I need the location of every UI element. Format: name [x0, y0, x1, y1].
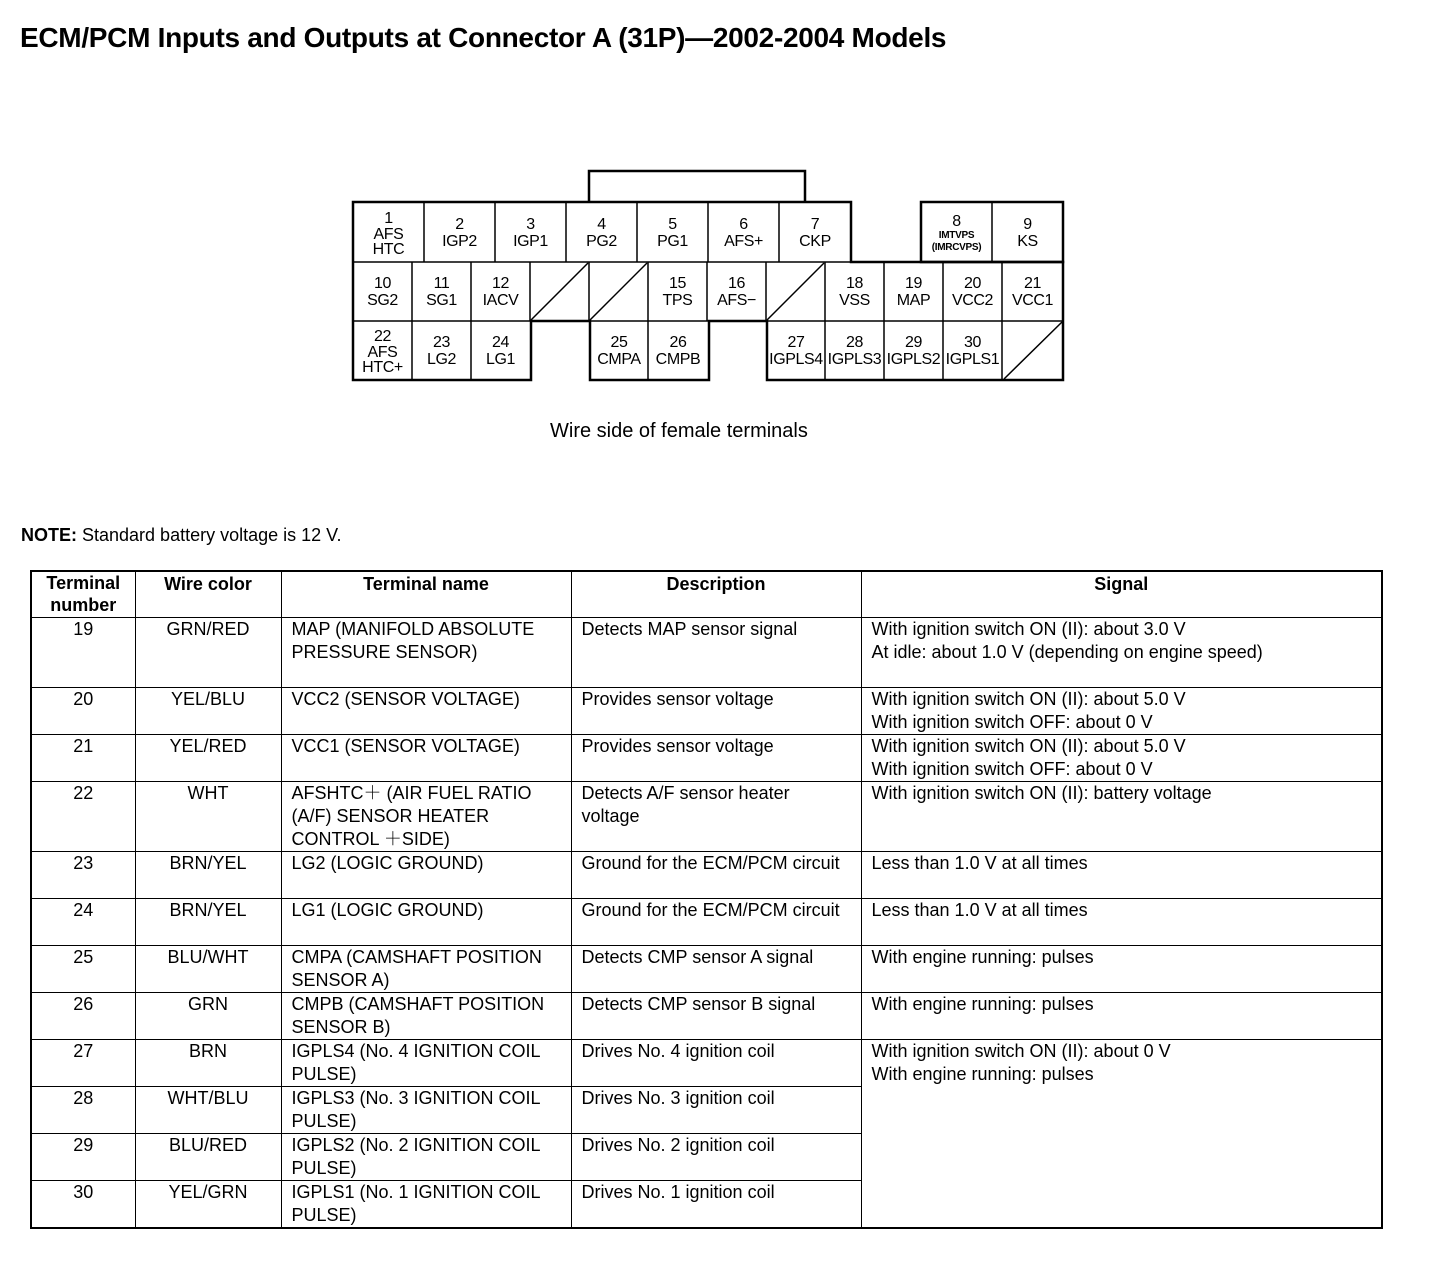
table-row [31, 899, 1382, 946]
terminal-8: 8 IMTVPS (IMRCVPS) [931, 212, 982, 253]
io-table [30, 570, 1383, 1229]
header-signal: Signal [861, 571, 1382, 618]
note-text: Standard battery voltage is 12 V. [77, 525, 342, 545]
cell-desc: Detects A/F sensor heater voltage [571, 782, 861, 852]
cell-signal [861, 852, 1382, 899]
terminal-15: 15 TPS [662, 275, 693, 309]
cell-name: IGPLS2 (No. 2 IGNITION COIL PULSE) [281, 1134, 571, 1181]
terminal-5: 5 PG1 [657, 216, 688, 250]
cell-wire: BRN/YEL [135, 852, 281, 899]
terminal-1: 1 AFS HTC [372, 209, 405, 258]
cell-desc: Detects CMP sensor B signal [571, 993, 861, 1040]
cell-wire: BRN/YEL [135, 899, 281, 946]
cell-terminal: 19 [31, 618, 135, 688]
signal-line: With ignition switch OFF: about 0 V [871, 759, 1153, 779]
terminal-7: 7 CKP [799, 216, 831, 250]
signal-line: With ignition switch ON (II): about 3.0 V [871, 619, 1186, 639]
table-row [31, 993, 1382, 1040]
table-row [31, 852, 1382, 899]
cell-terminal: 26 [31, 993, 135, 1040]
signal-line: Less than 1.0 V at all times [871, 900, 1088, 920]
terminal-23: 23 LG2 [426, 334, 457, 368]
cell-signal [861, 993, 1382, 1040]
cell-terminal: 28 [31, 1087, 135, 1134]
signal-line: With engine running: pulses [871, 994, 1094, 1014]
signal-line: At idle: about 1.0 V (depending on engine speed) [871, 642, 1263, 662]
cell-signal [861, 782, 1382, 852]
terminal-26: 26 CMPB [655, 334, 701, 368]
note [21, 525, 342, 546]
terminal-27: 27 IGPLS4 [769, 334, 823, 368]
cell-wire: WHT/BLU [135, 1087, 281, 1134]
cell-desc: Detects CMP sensor A signal [571, 946, 861, 993]
terminal-28: 28 IGPLS3 [827, 334, 882, 368]
terminal-10: 10 SG2 [367, 275, 398, 309]
cell-name: CMPB (CAMSHAFT POSITION SENSOR B) [281, 993, 571, 1040]
terminal-3: 3 IGP1 [513, 216, 548, 250]
header-terminal: Terminal number [31, 571, 135, 618]
header-wire: Wire color [135, 571, 281, 618]
table-row [31, 618, 1382, 688]
cell-desc: Provides sensor voltage [571, 735, 861, 782]
cell-signal [861, 688, 1382, 735]
terminal-18: 18 VSS [839, 275, 870, 309]
cell-name: MAP (MANIFOLD ABSOLUTE PRESSURE SENSOR) [281, 618, 571, 688]
table-row [31, 782, 1382, 852]
cell-desc: Drives No. 1 ignition coil [571, 1181, 861, 1229]
cell-name: IGPLS1 (No. 1 IGNITION COIL PULSE) [281, 1181, 571, 1229]
cell-terminal: 30 [31, 1181, 135, 1229]
cell-name: IGPLS3 (No. 3 IGNITION COIL PULSE) [281, 1087, 571, 1134]
terminal-30: 30 IGPLS1 [945, 334, 1000, 368]
terminal-6: 6 AFS+ [724, 216, 763, 250]
signal-line: With engine running: pulses [871, 947, 1094, 967]
terminal-29: 29 IGPLS2 [886, 334, 941, 368]
terminal-9: 9 KS [1017, 216, 1038, 250]
cell-terminal: 27 [31, 1040, 135, 1087]
table-row [31, 688, 1382, 735]
cell-name: IGPLS4 (No. 4 IGNITION COIL PULSE) [281, 1040, 571, 1087]
table-row [31, 735, 1382, 782]
cell-desc: Provides sensor voltage [571, 688, 861, 735]
cell-wire: YEL/BLU [135, 688, 281, 735]
connector-caption: Wire side of female terminals [550, 420, 808, 442]
header-name: Terminal name [281, 571, 571, 618]
table-row [31, 1040, 1382, 1087]
signal-line: With ignition switch ON (II): about 0 V [871, 1041, 1171, 1061]
cell-desc: Drives No. 2 ignition coil [571, 1134, 861, 1181]
cell-signal [861, 1040, 1382, 1229]
cell-terminal: 21 [31, 735, 135, 782]
signal-line: With ignition switch ON (II): about 5.0 V [871, 736, 1186, 756]
terminal-24: 24 LG1 [485, 334, 516, 368]
table-header-row [31, 571, 1382, 618]
terminal-21: 21 VCC1 [1011, 275, 1054, 309]
cell-wire: BLU/RED [135, 1134, 281, 1181]
cell-desc: Drives No. 3 ignition coil [571, 1087, 861, 1134]
note-prefix: NOTE: [21, 525, 77, 545]
connector-outline [0, 0, 1440, 400]
cell-wire: GRN [135, 993, 281, 1040]
terminal-11: 11 SG1 [426, 275, 457, 309]
signal-line: With ignition switch ON (II): about 5.0 V [871, 689, 1186, 709]
cell-terminal: 25 [31, 946, 135, 993]
cell-name: VCC2 (SENSOR VOLTAGE) [281, 688, 571, 735]
table-row [31, 946, 1382, 993]
cell-wire: BLU/WHT [135, 946, 281, 993]
signal-line: With ignition switch ON (II): battery voltage [871, 783, 1212, 803]
terminal-19: 19 MAP [896, 275, 931, 309]
terminal-12: 12 IACV [482, 275, 519, 309]
cell-terminal: 20 [31, 688, 135, 735]
signal-line: Less than 1.0 V at all times [871, 853, 1088, 873]
cell-terminal: 24 [31, 899, 135, 946]
cell-terminal: 22 [31, 782, 135, 852]
cell-wire: GRN/RED [135, 618, 281, 688]
signal-line: With engine running: pulses [871, 1064, 1094, 1084]
cell-signal [861, 899, 1382, 946]
terminal-25: 25 CMPA [597, 334, 641, 368]
cell-signal [861, 946, 1382, 993]
terminal-4: 4 PG2 [586, 216, 617, 250]
cell-wire: YEL/GRN [135, 1181, 281, 1229]
terminal-20: 20 VCC2 [951, 275, 994, 309]
cell-wire: BRN [135, 1040, 281, 1087]
cell-signal [861, 618, 1382, 688]
cell-name: AFSHTC＋ (AIR FUEL RATIO (A/F) SENSOR HEATER CONTROL ＋SIDE) [281, 782, 571, 852]
cell-wire: YEL/RED [135, 735, 281, 782]
cell-signal [861, 735, 1382, 782]
cell-desc: Drives No. 4 ignition coil [571, 1040, 861, 1087]
terminal-16: 16 AFS− [717, 275, 756, 309]
cell-desc: Ground for the ECM/PCM circuit [571, 899, 861, 946]
cell-name: CMPA (CAMSHAFT POSITION SENSOR A) [281, 946, 571, 993]
terminal-22: 22 AFS HTC+ [362, 327, 403, 376]
cell-desc: Ground for the ECM/PCM circuit [571, 852, 861, 899]
cell-name: LG2 (LOGIC GROUND) [281, 852, 571, 899]
signal-line: With ignition switch OFF: about 0 V [871, 712, 1153, 732]
cell-name: VCC1 (SENSOR VOLTAGE) [281, 735, 571, 782]
cell-name: LG1 (LOGIC GROUND) [281, 899, 571, 946]
cell-terminal: 23 [31, 852, 135, 899]
page-title: ECM/PCM Inputs and Outputs at Connector A (31P)—2002-2004 Models [20, 22, 947, 53]
terminal-2: 2 IGP2 [442, 216, 477, 250]
header-desc: Description [571, 571, 861, 618]
cell-wire: WHT [135, 782, 281, 852]
cell-desc: Detects MAP sensor signal [571, 618, 861, 688]
cell-terminal: 29 [31, 1134, 135, 1181]
